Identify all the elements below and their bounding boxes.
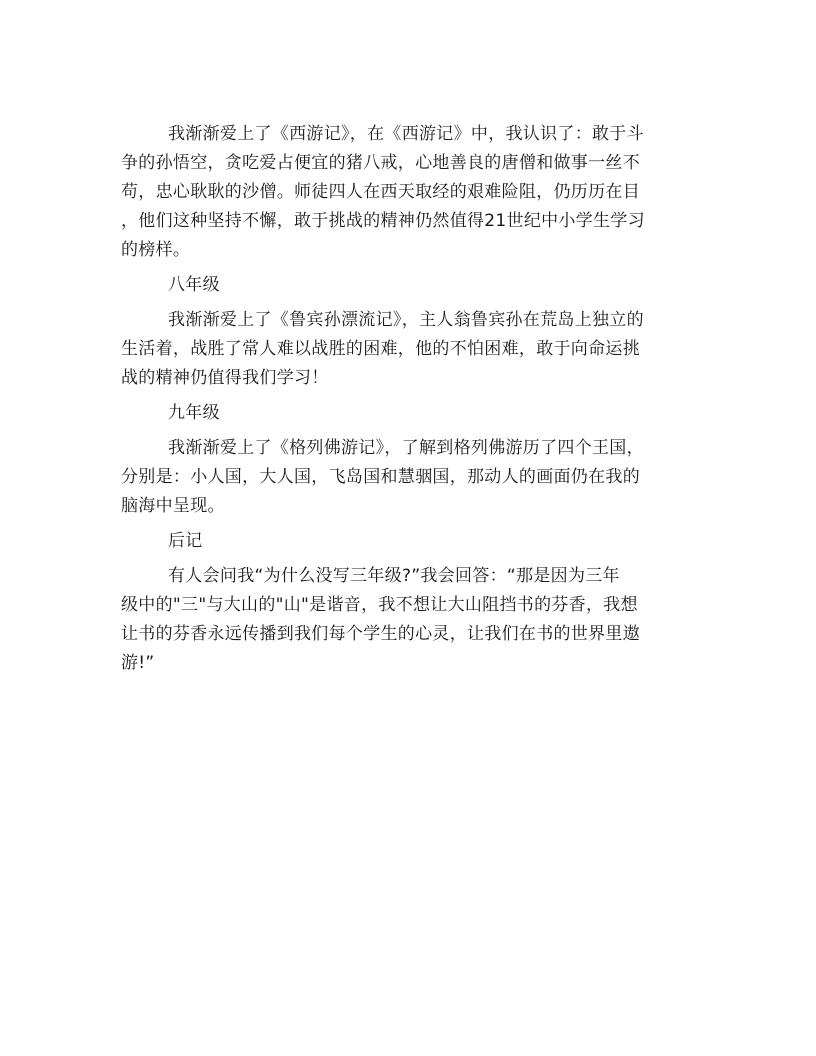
paragraph-xiyouji <box>121 120 696 265</box>
paragraph-line: 苟，忠心耿耿的沙僧。师徒四人在西天取经的艰难险阻，仍历历在目 <box>121 182 640 202</box>
paragraph-line: 我渐渐爱上了《西游记》，在《西游记》中，我认识了：敢于斗 <box>168 124 644 144</box>
paragraph-line: 我渐渐爱上了《鲁宾孙漂流记》，主人翁鲁宾孙在荒岛上独立的 <box>168 310 644 330</box>
paragraph-line: 有人会问我“为什么没写三年级?”我会回答：“那是因为三年 <box>168 566 620 586</box>
paragraph-line: 的榜样。 <box>121 240 191 260</box>
paragraph-line: 分别是：小人国，大人国，飞岛国和慧骃国，那动人的画面仍在我的 <box>121 467 640 487</box>
document-body <box>121 120 696 678</box>
section-heading-grade8: 八年级 <box>168 275 220 295</box>
paragraph-line: 让书的芬香永远传播到我们每个学生的心灵，让我们在书的世界里遨 <box>121 624 640 644</box>
paragraph-grade8 <box>121 306 696 393</box>
paragraph-postscript <box>121 562 696 678</box>
paragraph-line: 脑海中呈现。 <box>121 496 225 516</box>
paragraph-grade9 <box>121 434 696 521</box>
paragraph-line: 游!” <box>121 653 155 673</box>
paragraph-line: 战的精神仍值得我们学习！ <box>121 368 329 388</box>
paragraph-line: ，他们这种坚持不懈，敢于挑战的精神仍然值得21世纪中小学生学习 <box>121 211 645 231</box>
paragraph-line: 生活着，战胜了常人难以战胜的困难，他的不怕困难，敢于向命运挑 <box>121 339 640 359</box>
section-heading-grade9: 九年级 <box>168 403 220 423</box>
paragraph-line: 争的孙悟空，贪吃爱占便宜的猪八戒，心地善良的唐僧和做事一丝不 <box>121 153 640 173</box>
paragraph-line: 级中的"三"与大山的"山"是谐音，我不想让大山阻挡书的芬香，我想 <box>121 595 638 615</box>
section-heading-postscript: 后记 <box>168 531 203 551</box>
paragraph-line: 我渐渐爱上了《格列佛游记》，了解到格列佛游历了四个王国， <box>168 438 644 458</box>
